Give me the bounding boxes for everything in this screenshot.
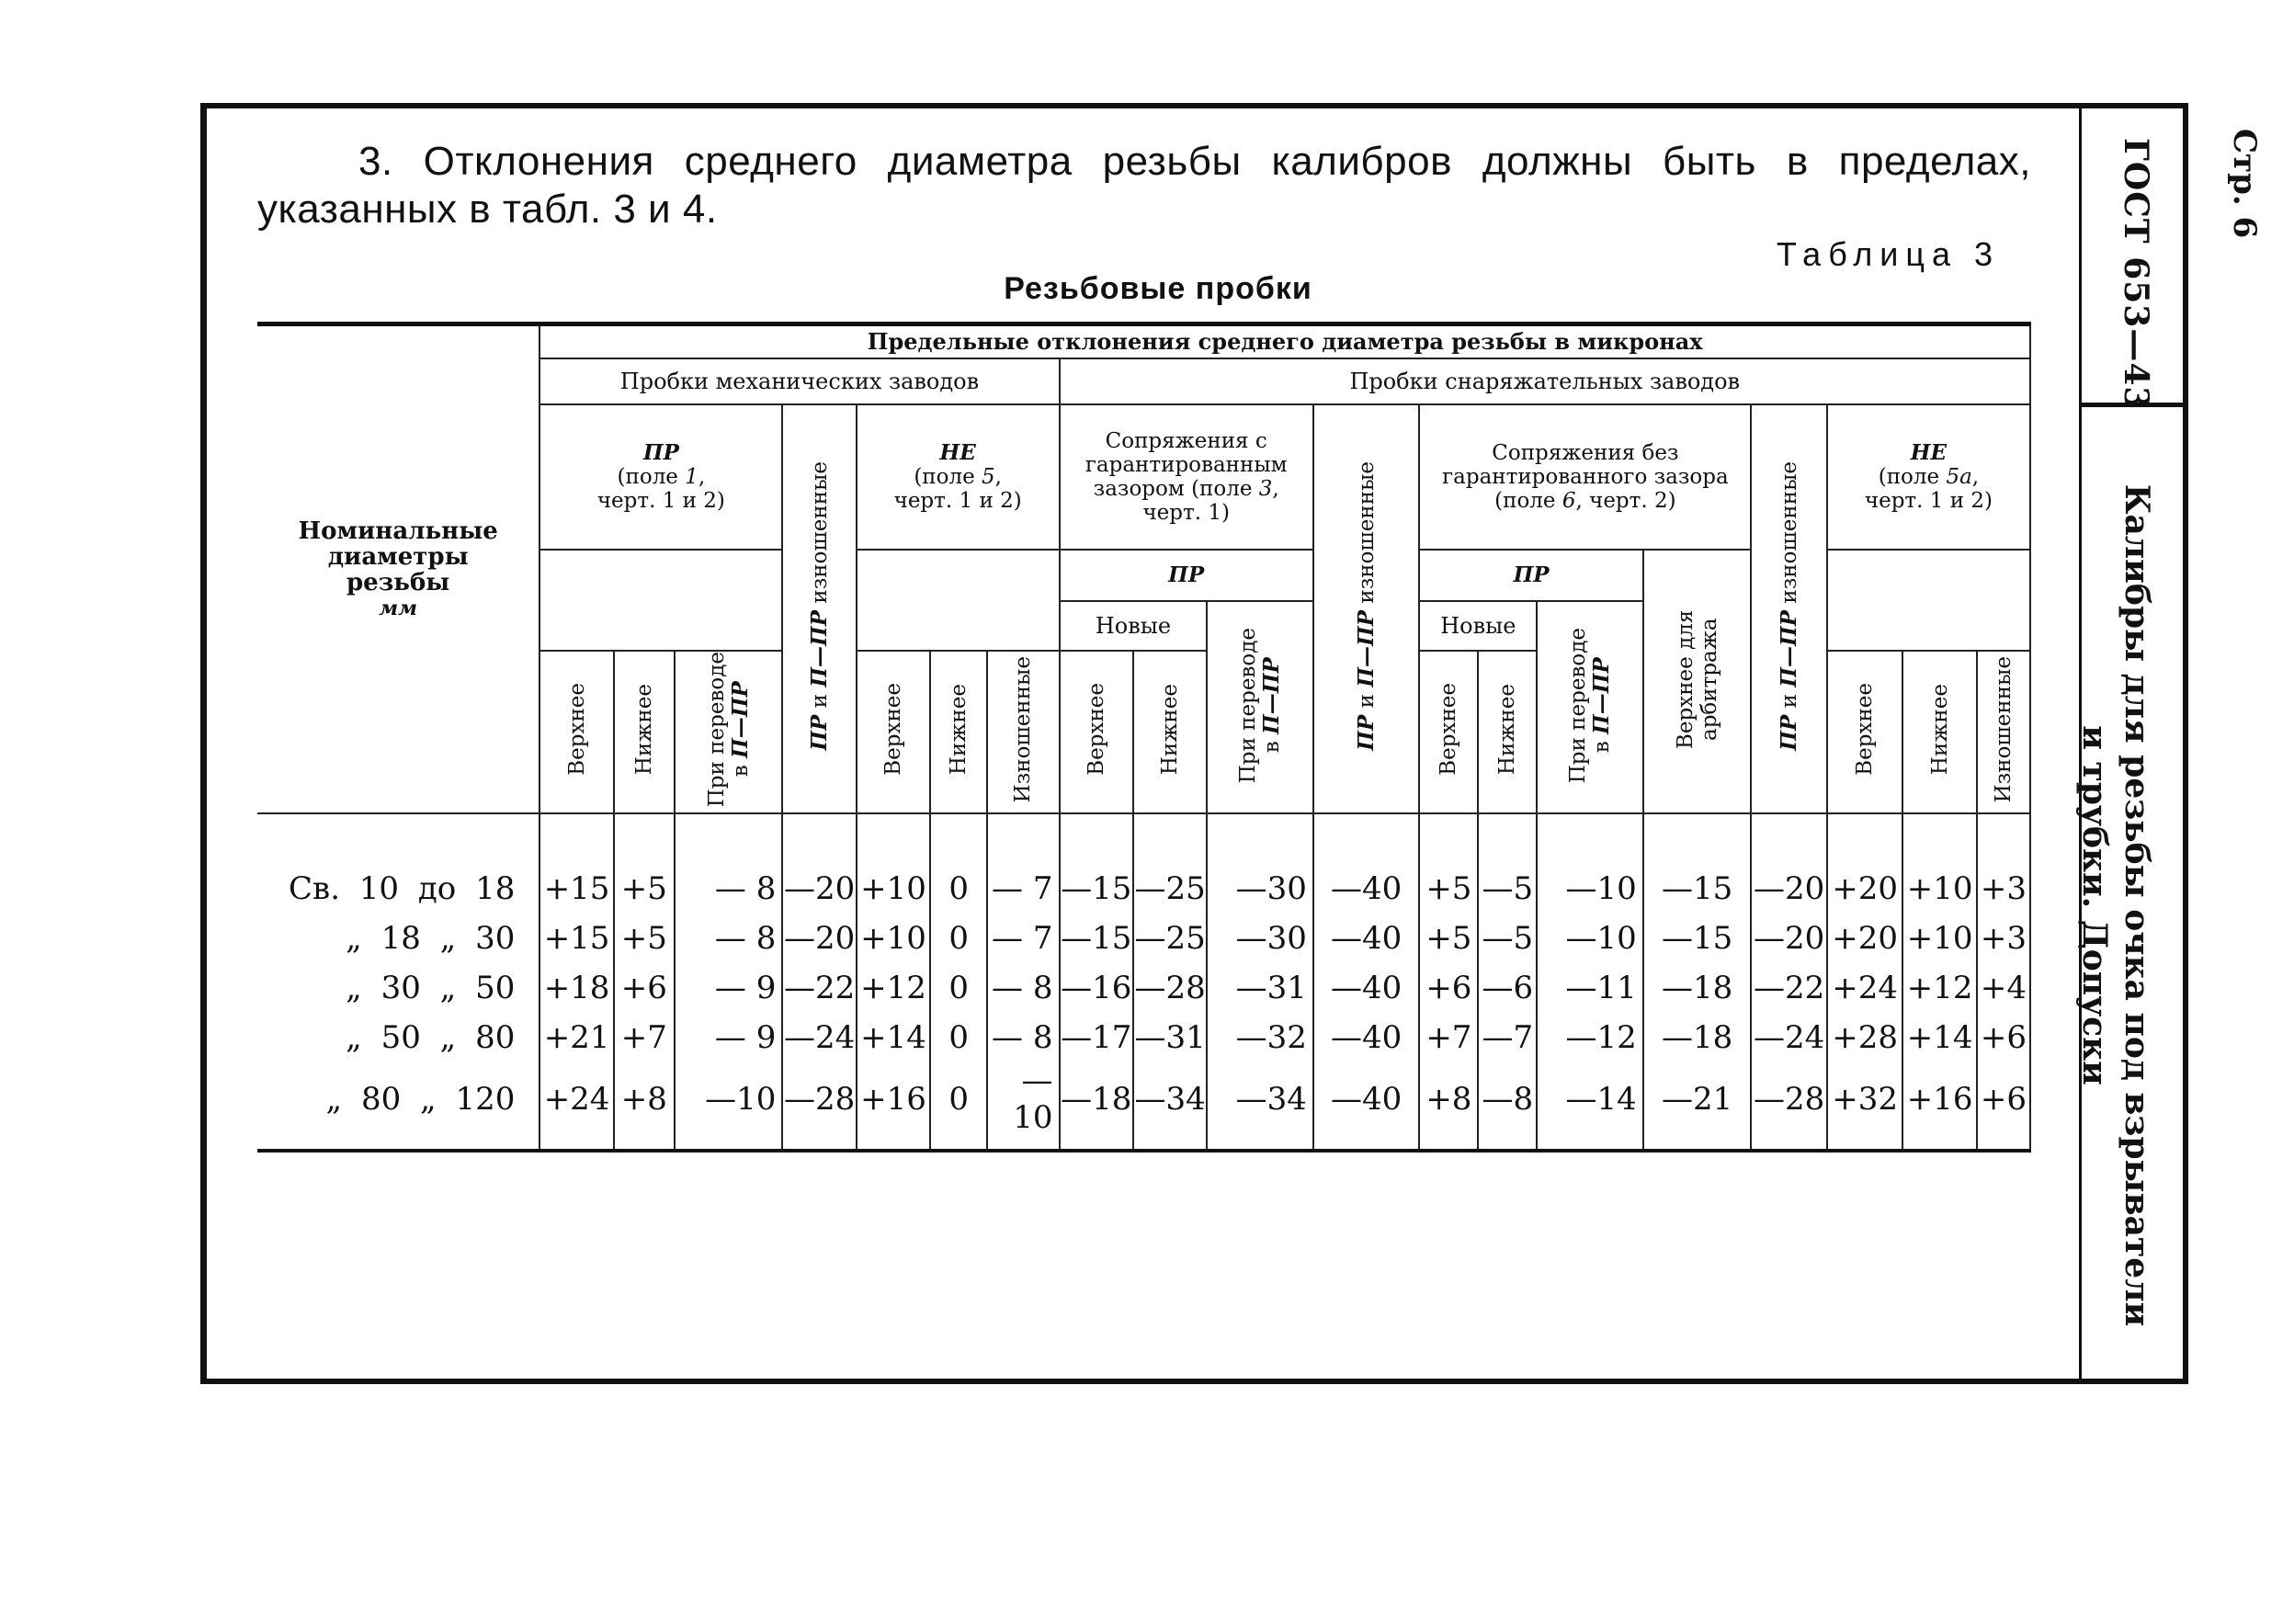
nt-b: в	[1590, 741, 1615, 754]
cw1-d: изношенные	[1354, 461, 1379, 604]
value-cell: —7	[1478, 1013, 1537, 1062]
value-cell: +24	[1827, 963, 1903, 1013]
charge-noguarantee-header: Сопряжения без гарантированного зазора (поле 6, черт. 2)	[1419, 404, 1751, 550]
value-cell: —15	[1643, 864, 1752, 914]
arbitration-text: Верхнее для арбитража	[1673, 608, 1721, 749]
noguarantee-upper-text: Верхнее	[1437, 683, 1461, 777]
header-separator	[257, 813, 2030, 864]
mech-ne-lower	[930, 651, 987, 813]
value-cell: +7	[1419, 1013, 1478, 1062]
mech-ne-worn-text: Изношенные	[1011, 655, 1036, 803]
value-cell: +10	[857, 914, 930, 963]
noguarantee-upper	[1419, 651, 1478, 813]
charge-ne-worn-text: Изношенные	[1991, 655, 2016, 803]
cw1-b: и	[1354, 694, 1379, 709]
mech-pr-lower	[614, 651, 675, 813]
value-cell: —28	[782, 1062, 856, 1151]
table-row	[257, 1013, 2030, 1062]
value-cell: —24	[1751, 1013, 1827, 1062]
guaranteed-pr-label: ПР	[1168, 562, 1205, 587]
value-cell: +7	[614, 1013, 675, 1062]
value-cell: — 9	[675, 963, 783, 1013]
value-cell: +32	[1827, 1062, 1903, 1151]
mech-pr-line1: (поле	[617, 465, 678, 489]
value-cell: —31	[1207, 963, 1313, 1013]
value-cell: —40	[1313, 914, 1420, 963]
value-cell: —40	[1313, 1062, 1420, 1151]
value-cell: — 8	[987, 1013, 1059, 1062]
table-row	[257, 963, 2030, 1013]
value-cell: —25	[1133, 914, 1207, 963]
value-cell: +20	[1827, 864, 1903, 914]
guaranteed-line3: черт. 1)	[1142, 501, 1230, 525]
value-cell: —40	[1313, 963, 1420, 1013]
value-cell: +24	[539, 1062, 613, 1151]
value-cell: +6	[1419, 963, 1478, 1013]
value-cell: —40	[1313, 864, 1420, 914]
guaranteed-field: 3	[1258, 477, 1273, 501]
value-cell: —34	[1207, 1062, 1313, 1151]
value-cell: —34	[1133, 1062, 1207, 1151]
charge-ne-upper	[1827, 651, 1903, 813]
value-cell: +10	[1902, 914, 1976, 963]
value-cell: —20	[782, 914, 856, 963]
value-cell: +15	[539, 914, 613, 963]
noguarantee-transfer-text	[1566, 628, 1614, 783]
value-cell: —21	[1643, 1062, 1752, 1151]
frame-left-rule	[200, 103, 207, 1384]
guaranteed-new-header: Новые	[1060, 601, 1208, 651]
gt-a: При переводе	[1236, 627, 1261, 783]
mech-worn-c: П—ПР	[806, 610, 832, 687]
arbitration-header	[1643, 550, 1752, 813]
charge-ne-upper-text: Верхнее	[1853, 683, 1878, 777]
value-cell: +5	[1419, 914, 1478, 963]
value-cell: —28	[1751, 1062, 1827, 1151]
value-cell: +12	[1902, 963, 1976, 1013]
mech-pr-spacer	[539, 550, 782, 651]
value-cell: —18	[1060, 1062, 1133, 1151]
cw2-c: П—ПР	[1776, 610, 1801, 687]
gost-code: ГОСТ 653—43	[2117, 138, 2155, 411]
value-cell: +21	[539, 1013, 613, 1062]
mech-worn-a: ПР	[806, 714, 832, 751]
value-cell: +16	[1902, 1062, 1976, 1151]
table-body	[257, 864, 2030, 1151]
value-cell: +20	[1827, 914, 1903, 963]
value-cell: —15	[1060, 914, 1133, 963]
mt-c: П—ПР	[727, 681, 753, 759]
mech-pr-lower-text: Нижнее	[631, 684, 656, 776]
value-cell: —5	[1478, 914, 1537, 963]
corner-line1: Номинальные	[298, 517, 498, 545]
charge-ne-line2: черт. 1 и 2)	[1864, 489, 1993, 513]
value-cell: —17	[1060, 1013, 1133, 1062]
frame-top-rule	[206, 103, 2188, 108]
charge-ne-worn	[1977, 651, 2030, 813]
value-cell: +14	[1902, 1013, 1976, 1062]
value-cell: — 7	[987, 864, 1059, 914]
tolerance-table	[257, 322, 2031, 1153]
table-row	[257, 914, 2030, 963]
guaranteed-transfer-header	[1207, 601, 1313, 813]
mech-ne-spacer	[857, 550, 1060, 651]
cw2-a: ПР	[1776, 714, 1801, 751]
charge-ne-spacer	[1827, 550, 2030, 651]
value-cell: +15	[539, 864, 613, 914]
row-diameter-label: Св. 10 до 18	[257, 864, 539, 914]
charge-ne-line1: (поле	[1878, 465, 1940, 489]
mech-ne-upper	[857, 651, 930, 813]
value-cell: —22	[1751, 963, 1827, 1013]
noguarantee-new-header: Новые	[1419, 601, 1537, 651]
value-cell: —28	[1133, 963, 1207, 1013]
guaranteed-line1: Сопряжения с гарантированным	[1085, 429, 1288, 477]
value-cell: —10	[675, 1062, 783, 1151]
guaranteed-transfer-text	[1236, 628, 1284, 783]
guaranteed-lower-text: Нижнее	[1158, 684, 1183, 776]
value-cell: —16	[1060, 963, 1133, 1013]
noguarantee-line2: (поле	[1494, 489, 1556, 513]
value-cell: —40	[1313, 1013, 1420, 1062]
value-cell: +6	[614, 963, 675, 1013]
mech-worn-b: и	[807, 694, 832, 709]
corner-line3: резьбы	[346, 568, 450, 596]
mech-pr-transfer	[675, 651, 783, 813]
value-cell: — 7	[987, 914, 1059, 963]
row-diameter-label: „ 50 „ 80	[257, 1013, 539, 1062]
value-cell: — 8	[675, 864, 783, 914]
value-cell: —6	[1478, 963, 1537, 1013]
mech-pr-worn-header	[782, 404, 856, 813]
value-cell: —31	[1133, 1013, 1207, 1062]
table-row	[257, 1062, 2030, 1151]
value-cell: +5	[614, 864, 675, 914]
mech-pr-upper-text: Верхнее	[564, 683, 589, 777]
frame-bottom-rule	[206, 1379, 2188, 1384]
table-row	[257, 864, 2030, 914]
mech-ne-line2: черт. 1 и 2)	[893, 489, 1022, 513]
charge-plants-header: Пробки снаряжательных заводов	[1060, 358, 2031, 404]
mech-ne-header: НЕ (поле 5, черт. 1 и 2)	[857, 404, 1060, 550]
value-cell: +10	[1902, 864, 1976, 914]
nominal-diameter-header	[257, 324, 539, 814]
value-cell: — 9	[675, 1013, 783, 1062]
charge-noguarantee-pr	[1419, 550, 1642, 601]
guaranteed-upper-text: Верхнее	[1084, 683, 1108, 777]
mech-ne-name: НЕ	[939, 440, 976, 465]
guaranteed-lower	[1133, 651, 1207, 813]
document-title: Калибры для резьбы очка под взрыватели и трубки. Допуски	[2075, 483, 2156, 1327]
noguarantee-transfer-header	[1537, 601, 1643, 813]
separator-cell	[257, 813, 539, 864]
value-cell: —20	[1751, 864, 1827, 914]
value-cell: 0	[930, 1013, 987, 1062]
value-cell: — 8	[987, 963, 1059, 1013]
value-cell: 0	[930, 963, 987, 1013]
mt-b: в	[728, 765, 753, 778]
value-cell: +3	[1977, 914, 2030, 963]
value-cell: —20	[782, 864, 856, 914]
value-cell: 0	[930, 914, 987, 963]
guaranteed-line2: зазором (поле	[1093, 477, 1253, 501]
mech-ne-line1: (поле	[914, 465, 975, 489]
intro-text: 3. Отклонения среднего диаметра резьбы калибров должны быть в пределах, указанных в табл. 3 и 4.	[257, 139, 2031, 232]
value-cell: —20	[1751, 914, 1827, 963]
value-cell: —30	[1207, 864, 1313, 914]
value-cell: +28	[1827, 1013, 1903, 1062]
value-cell: — 8	[675, 914, 783, 963]
value-cell: —10	[1537, 864, 1643, 914]
value-cell: —15	[1643, 914, 1752, 963]
guaranteed-upper	[1060, 651, 1133, 813]
value-cell: +6	[1977, 1013, 2030, 1062]
mech-ne-lower-text: Нижнее	[947, 684, 971, 776]
mech-ne-upper-text: Верхнее	[881, 683, 906, 777]
charge-ne-header: НЕ (поле 5а, черт. 1 и 2)	[1827, 404, 2030, 550]
mech-pr-field: 1	[685, 465, 698, 489]
mech-pr-line2: черт. 1 и 2)	[596, 489, 725, 513]
row-diameter-label: „ 80 „ 120	[257, 1062, 539, 1151]
mech-ne-worn	[987, 651, 1059, 813]
charge-ne-lower	[1902, 651, 1976, 813]
table-heading: Резьбовые пробки	[1004, 271, 1312, 306]
table-number: Таблица 3	[1776, 235, 2000, 273]
value-cell: —10	[1537, 914, 1643, 963]
mech-pr-worn-text	[808, 461, 832, 751]
value-cell: —8	[1478, 1062, 1537, 1151]
cw1-c: П—ПР	[1353, 610, 1379, 687]
value-cell: —18	[1643, 1013, 1752, 1062]
value-cell: —12	[1537, 1013, 1643, 1062]
value-cell: +10	[857, 864, 930, 914]
noguarantee-lower-text: Нижнее	[1495, 684, 1520, 776]
charge-pr-worn2-text	[1777, 461, 1801, 751]
value-cell: —24	[782, 1013, 856, 1062]
value-cell: +18	[539, 963, 613, 1013]
charge-ne-lower-text: Нижнее	[1927, 684, 1952, 776]
mt-a: При переводе	[704, 652, 729, 808]
gt-c: П—ПР	[1259, 657, 1285, 734]
page-number: Стр. 6	[2226, 129, 2263, 239]
noguarantee-line3: черт. 2)	[1589, 489, 1676, 513]
intro-paragraph	[257, 138, 2031, 233]
mech-ne-field: 5	[982, 465, 995, 489]
charge-pr-worn2-header	[1751, 404, 1827, 813]
cw2-b: и	[1777, 694, 1801, 709]
value-cell: —10	[987, 1062, 1059, 1151]
row-diameter-label: „ 30 „ 50	[257, 963, 539, 1013]
charge-ne-field: 5а	[1946, 465, 1972, 489]
charge-pr-worn1-text	[1355, 461, 1379, 751]
value-cell: +12	[857, 963, 930, 1013]
value-cell: +4	[1977, 963, 2030, 1013]
charge-guaranteed-header: Сопряжения с гарантированным зазором (поле 3, черт. 1)	[1060, 404, 1313, 550]
noguarantee-line1: Сопряжения без гарантированного зазора	[1442, 441, 1729, 489]
charge-pr-worn1-header	[1313, 404, 1420, 813]
value-cell: +8	[1419, 1062, 1478, 1151]
value-cell: —32	[1207, 1013, 1313, 1062]
value-cell: +16	[857, 1062, 930, 1151]
frame-right-rule	[2183, 103, 2188, 1384]
charge-ne-name: НЕ	[1910, 440, 1948, 465]
value-cell: —5	[1478, 864, 1537, 914]
value-cell: +14	[857, 1013, 930, 1062]
value-cell: +6	[1977, 1062, 2030, 1151]
value-cell: +5	[1419, 864, 1478, 914]
gt-b: в	[1260, 741, 1285, 754]
value-cell: —15	[1060, 864, 1133, 914]
mech-pr-upper	[539, 651, 613, 813]
value-cell: +3	[1977, 864, 2030, 914]
value-cell: —14	[1537, 1062, 1643, 1151]
charge-guaranteed-pr	[1060, 550, 1313, 601]
cw1-a: ПР	[1353, 714, 1379, 751]
value-cell: +5	[614, 914, 675, 963]
value-cell: —18	[1643, 963, 1752, 1013]
mech-pr-name: ПР	[642, 440, 679, 465]
value-cell: —11	[1537, 963, 1643, 1013]
noguarantee-field: 6	[1562, 489, 1576, 513]
row-diameter-label: „ 18 „ 30	[257, 914, 539, 963]
value-cell: —30	[1207, 914, 1313, 963]
nt-c: П—ПР	[1589, 657, 1615, 734]
cw2-d: изношенные	[1777, 461, 1801, 604]
value-cell: —25	[1133, 864, 1207, 914]
group-header: Предельные отклонения среднего диаметра резьбы в микронах	[539, 324, 2030, 359]
mech-worn-d: изношенные	[807, 461, 832, 604]
noguarantee-pr-label: ПР	[1513, 562, 1550, 587]
nt-a: При переводе	[1566, 627, 1591, 783]
value-cell: +8	[614, 1062, 675, 1151]
value-cell: —22	[782, 963, 856, 1013]
mech-pr-transfer-text	[705, 652, 753, 807]
value-cell: 0	[930, 1062, 987, 1151]
corner-line2: диаметры	[327, 542, 469, 571]
value-cell: 0	[930, 864, 987, 914]
noguarantee-lower	[1478, 651, 1537, 813]
corner-unit: мм	[379, 596, 418, 620]
mech-pr-header: ПР (поле 1, черт. 1 и 2)	[539, 404, 782, 550]
mech-plants-header: Пробки механических заводов	[539, 358, 1059, 404]
